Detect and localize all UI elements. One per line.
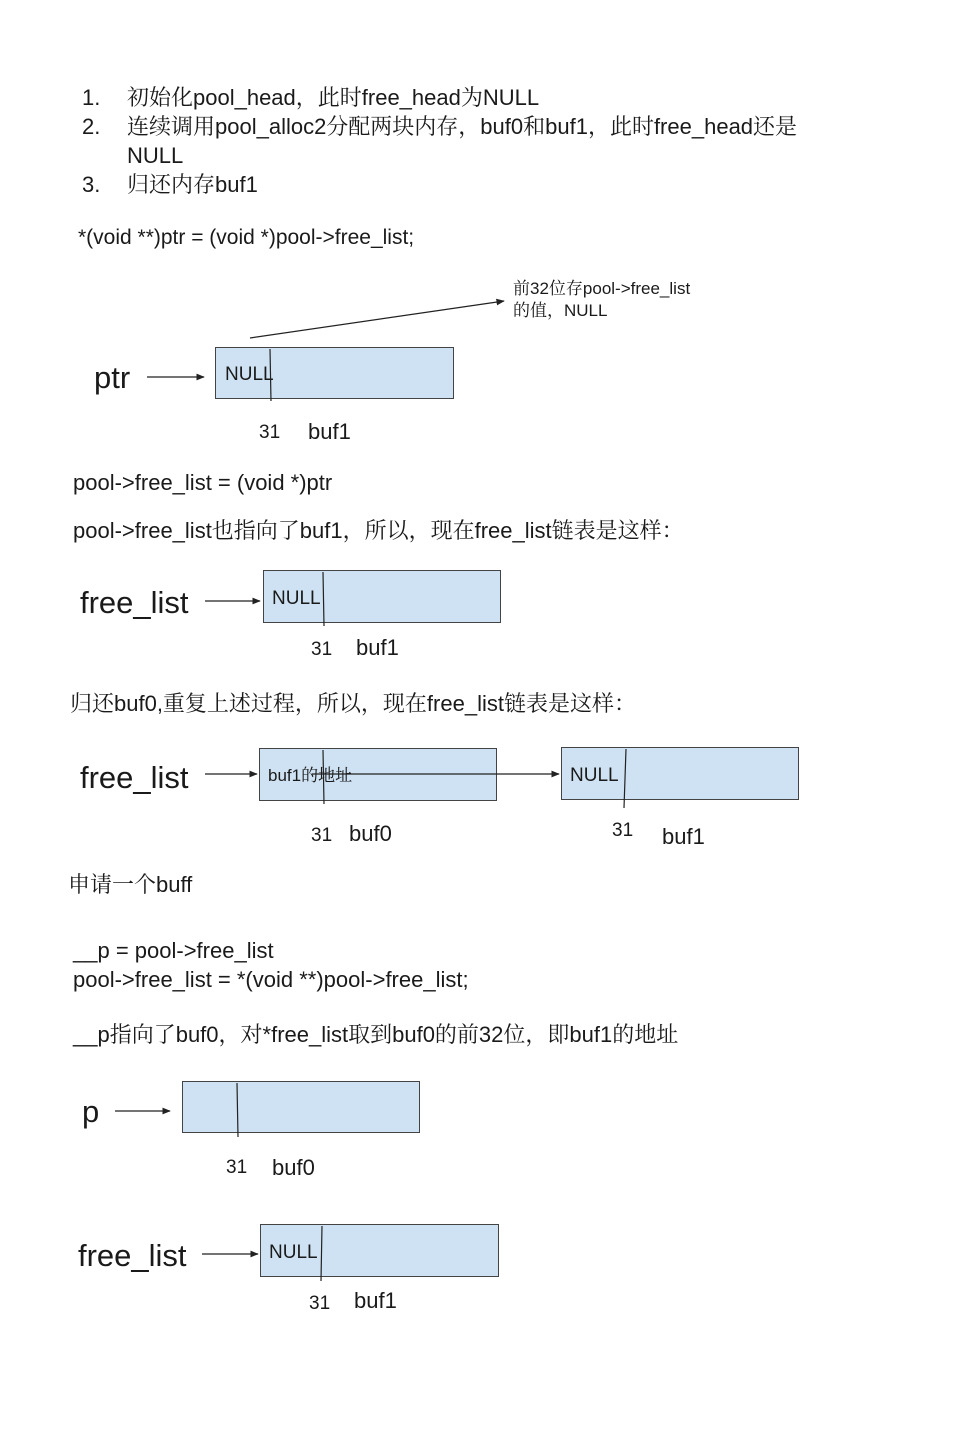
buf1-label: buf1 xyxy=(354,1288,397,1313)
code-alloc-p: __p = pool->free_list xyxy=(73,938,274,963)
annotation-line-2: 的值，NULL xyxy=(513,301,608,320)
step-3-number: 3. xyxy=(82,172,101,197)
bit-31-label: 31 xyxy=(259,422,281,443)
buf1-null-value: NULL xyxy=(272,588,321,609)
free-list-label: free_list xyxy=(80,585,189,620)
bit-31-divider xyxy=(270,349,271,401)
request-buff-text: 申请一个buff xyxy=(68,872,193,897)
code-assign-freelist: pool->free_list = (void *)ptr xyxy=(73,470,333,495)
step-2-number: 2. xyxy=(82,114,101,139)
code-alloc-next: pool->free_list = *(void **)pool->free_list; xyxy=(73,967,469,992)
free-list-label: free_list xyxy=(80,760,189,795)
code-assign-ptr: *(void **)ptr = (void *)pool->free_list; xyxy=(78,226,415,249)
buf1-label: buf1 xyxy=(308,419,351,444)
buf1-null-value: NULL xyxy=(570,765,619,786)
ptr-label: ptr xyxy=(94,360,131,395)
bit-31-label: 31 xyxy=(311,639,333,660)
step-1-text: 初始化pool_head，此时free_head为NULL xyxy=(127,85,540,110)
buf1-null-value: NULL xyxy=(269,1242,318,1263)
buf0-label: buf0 xyxy=(349,821,392,846)
buf1-label: buf1 xyxy=(662,824,705,849)
bit-31-divider xyxy=(237,1083,238,1137)
bit-31-divider xyxy=(321,1226,322,1281)
annotation-arrow xyxy=(250,301,504,338)
free-list-label: free_list xyxy=(78,1238,187,1273)
p-label: p xyxy=(82,1094,100,1129)
annotation-line-1: 前32位存pool->free_list xyxy=(513,279,691,298)
buf0-label: buf0 xyxy=(272,1155,315,1180)
bit-31-label: 31 xyxy=(309,1293,331,1314)
bit-31-label: 31 xyxy=(226,1157,248,1178)
freelist-points-buf1-text: pool->free_list也指向了buf1，所以，现在free_list链表是这样： xyxy=(73,518,684,543)
bit-31-label: 31 xyxy=(612,820,634,841)
bit-31-label: 31 xyxy=(311,825,333,846)
buf1-label: buf1 xyxy=(356,635,399,660)
step-2-text-continued: NULL xyxy=(127,143,184,168)
bit-31-divider xyxy=(624,749,626,808)
return-buf0-text: 归还buf0,重复上述过程，所以，现在free_list链表是这样： xyxy=(70,691,636,716)
step-3-text: 归还内存buf1 xyxy=(127,172,258,197)
buf1-address-value: buf1的地址 xyxy=(268,766,353,785)
p-points-buf0-text: __p指向了buf0，对*free_list取到buf0的前32位，即buf1的地址 xyxy=(73,1022,679,1047)
step-2-text: 连续调用pool_alloc2分配两块内存，buf0和buf1，此时free_head还是 xyxy=(127,114,798,139)
bit-31-divider xyxy=(323,750,324,804)
buf1-null-value: NULL xyxy=(225,364,274,385)
bit-31-divider xyxy=(323,572,324,626)
step-1-number: 1. xyxy=(82,85,101,110)
